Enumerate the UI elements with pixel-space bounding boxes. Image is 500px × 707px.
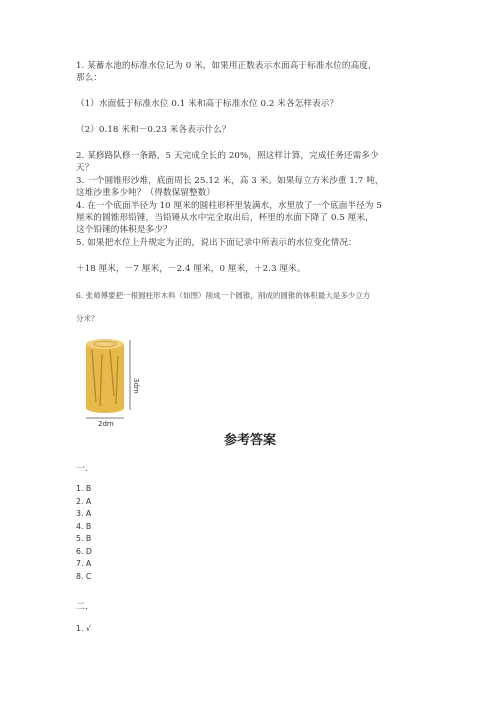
q6-text: 6. 张师傅要把一根圆柱形木料（如图）削成一个圆锥，削成的圆锥的体积最大是多少立方 [76, 291, 371, 300]
answer-item: 7. A [76, 559, 92, 568]
q1-sub2: （2）0.18 米和－0.23 米各表示什么？ [76, 125, 231, 135]
q3-text: 3. 一个圆锥形沙堆，底面周长 25.12 米，高 3 米。如果每立方米沙重 1.7 吨， [76, 176, 384, 186]
cylinder-top [86, 339, 124, 349]
wood-cylinder-figure [80, 336, 150, 426]
cylinder-drawing [80, 336, 150, 426]
width-label: 2dm [98, 420, 114, 426]
q5-values: ＋18 厘米，－7 厘米，－2.4 厘米，0 厘米，＋2.3 厘米。 [76, 264, 306, 274]
answer-item: 1. √ [76, 624, 91, 633]
answer-item: 2. A [76, 496, 92, 506]
q1-text: 1. 某蓄水池的标准水位记为 0 米，如果用正数表示水面高于标准水位的高度， [76, 61, 377, 71]
answers-title: 参考答案 [223, 433, 276, 448]
q1-sub1: （1）水面低于标准水位 0.1 米和高于标准水位 0.2 米各怎样表示？ [76, 99, 339, 109]
answer-item: 3. A [76, 509, 92, 518]
q6-text-cont: 分米？ [76, 314, 99, 323]
answer-item: 5. B [76, 534, 92, 543]
cylinder-bottom [86, 403, 124, 413]
answers-section-2: 二. [76, 602, 88, 612]
answer-item: 8. C [76, 571, 92, 581]
height-label: 3dm [132, 378, 140, 394]
answer-item: 4. B [76, 521, 92, 531]
q5-text: 5. 如果把水位上升规定为正的，说出下面记录中所表示的水位变化情况： [76, 238, 357, 248]
q2-text-cont: 天？ [76, 163, 94, 173]
q4-text: 4. 在一个底面半径为 10 厘米的圆柱形杯里装满水，水里放了一个底面半径为 5 [76, 201, 382, 211]
q1-text-cont: 那么： [76, 73, 103, 83]
answer-item: 1. B [76, 484, 92, 493]
q2-text: 2. 某修路队修一条路，5 天完成全长的 20%，照这样计算，完成任务还需多少 [76, 151, 379, 161]
q4-text-cont: 厘米的圆锥形铅锤，当铅锤从水中完全取出后，杯里的水面下降了 0.5 厘米， [76, 213, 374, 223]
answers-section-1: 一. [76, 464, 88, 474]
q4-text-cont2: 这个铅锤的体积是多少？ [76, 225, 172, 235]
q3-text-cont: 这堆沙重多少吨？（得数保留整数） [76, 188, 216, 198]
answer-item: 6. D [76, 546, 92, 556]
